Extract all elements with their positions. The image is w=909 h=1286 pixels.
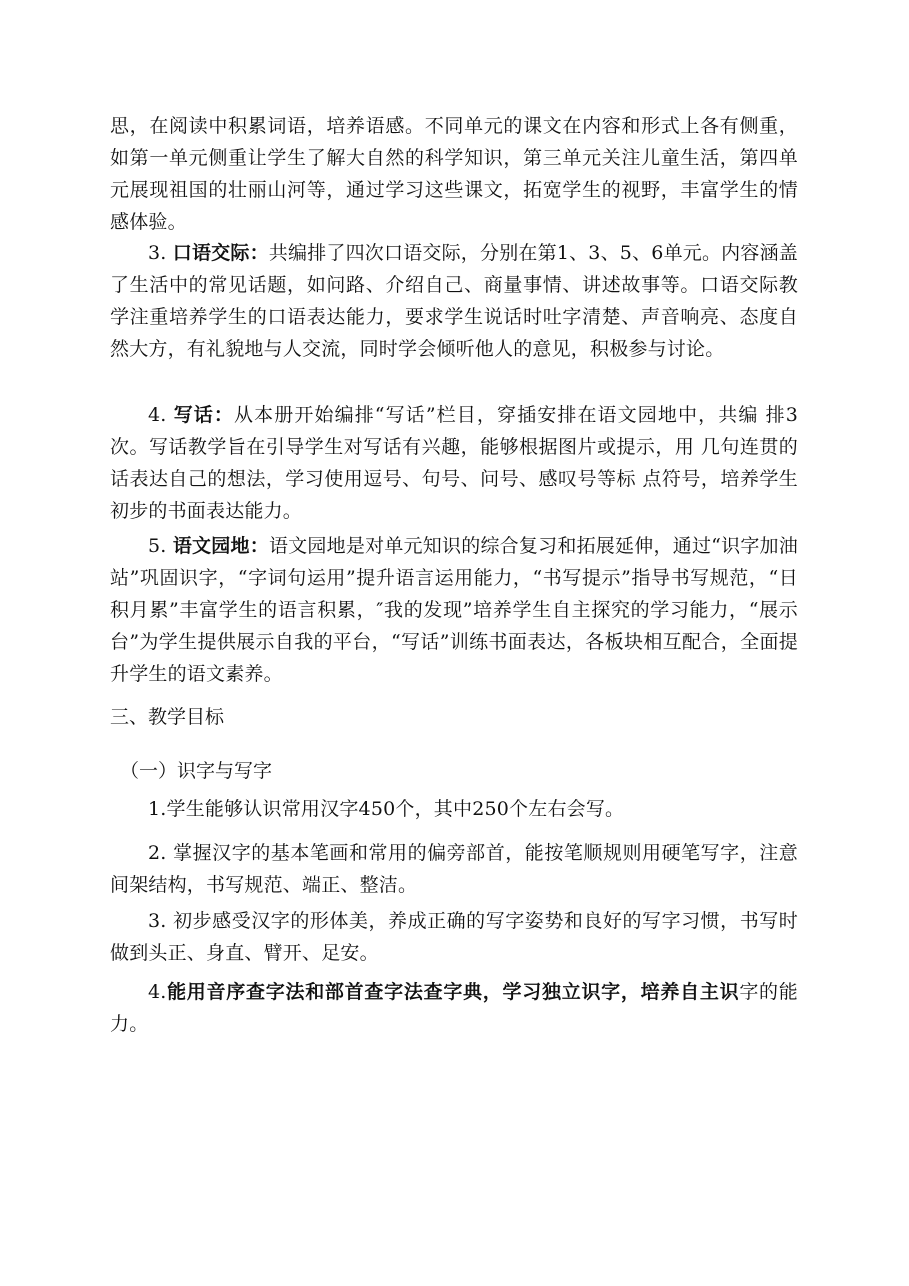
paragraph-reading-content [110,110,798,238]
item-title: 写话： [173,404,235,426]
paragraph-text: 从本册开始编排“写话”栏目，穿插安排在语文园地中，共编 排3次。写话教学旨在引导学生对写话有兴趣，能够根据图片或提示，用 几句连贯的话表达自己的想法，学习使用逗号、句号、问号、感叹号等标 点符号，培养学生初步的书面表达能力。 [110,404,798,522]
goal-text-bold: 能用音序查字法和部首查字法查字典，学习独立识字，培养自主识 [166,981,740,1003]
paragraph-text: 共编排了四次口语交际，分别在第1、3、5、6单元。内容涵盖了生活中的常见话题，如问路、介绍自己、商量事情、讲述故事等。口语交际教学注重培养学生的口语表达能力，要求学生说话时吐字清楚、声音响亮、态度自然大方，有礼貌地与人交流，同时学会倾听他人的意见，积极参与讨论。 [110,242,798,360]
paragraph-text: 语文园地是对单元知识的综合复习和拓展延伸，通过“识字加油站”巩固识字，“字词句运用”提升语言运用能力，“书写提示”指导书写规范，“日积月累”丰富学生的语言积累，″我的发现”培养学生自主探究的学习能力，“展示台”为学生提供展示自我的平台，“写话”训练书面表达，各板块相互配合，全面提升学生的语文素养。 [110,535,798,685]
item-number: 4. [148,404,167,426]
section-heading: 三、教学目标 [110,706,225,728]
item-title: 语文园地： [172,535,269,557]
goal-text: 1.学生能够认识常用汉字450个，其中250个左右会写。 [148,798,625,820]
paragraph-oral-communication [110,237,798,365]
goal-item-3 [110,905,798,969]
goal-item-1 [110,793,798,825]
goal-text: 2. 掌握汉字的基本笔画和常用的偏旁部首，能按笔顺规则用硬笔写字，注意间架结构，书写规范、端正、整洁。 [110,842,798,896]
goal-item-4 [110,976,798,1040]
item-number: 4. [148,981,167,1003]
goal-text: 字的能力。 [110,981,798,1035]
paragraph-writing [110,399,798,527]
subsection-heading: （一）识字与写字 [120,760,273,782]
item-number: 5. [148,535,167,557]
paragraph-text: 思，在阅读中积累词语，培养语感。不同单元的课文在内容和形式上各有侧重，如第一单元侧重让学生了解大自然的科学知识，第三单元关注儿童生活，第四单元展现祖国的壮丽山河等，通过学习这些课文，拓宽学生的视野，丰富学生的情感体验。 [110,115,798,233]
item-title: 口语交际： [172,242,269,264]
paragraph-language-garden [110,530,798,690]
goal-item-2 [110,837,798,901]
goal-text: 3. 初步感受汉字的形体美，养成正确的写字姿势和良好的写字习惯，书写时做到头正、身直、臂开、足安。 [110,910,798,964]
item-number: 3. [148,242,167,264]
